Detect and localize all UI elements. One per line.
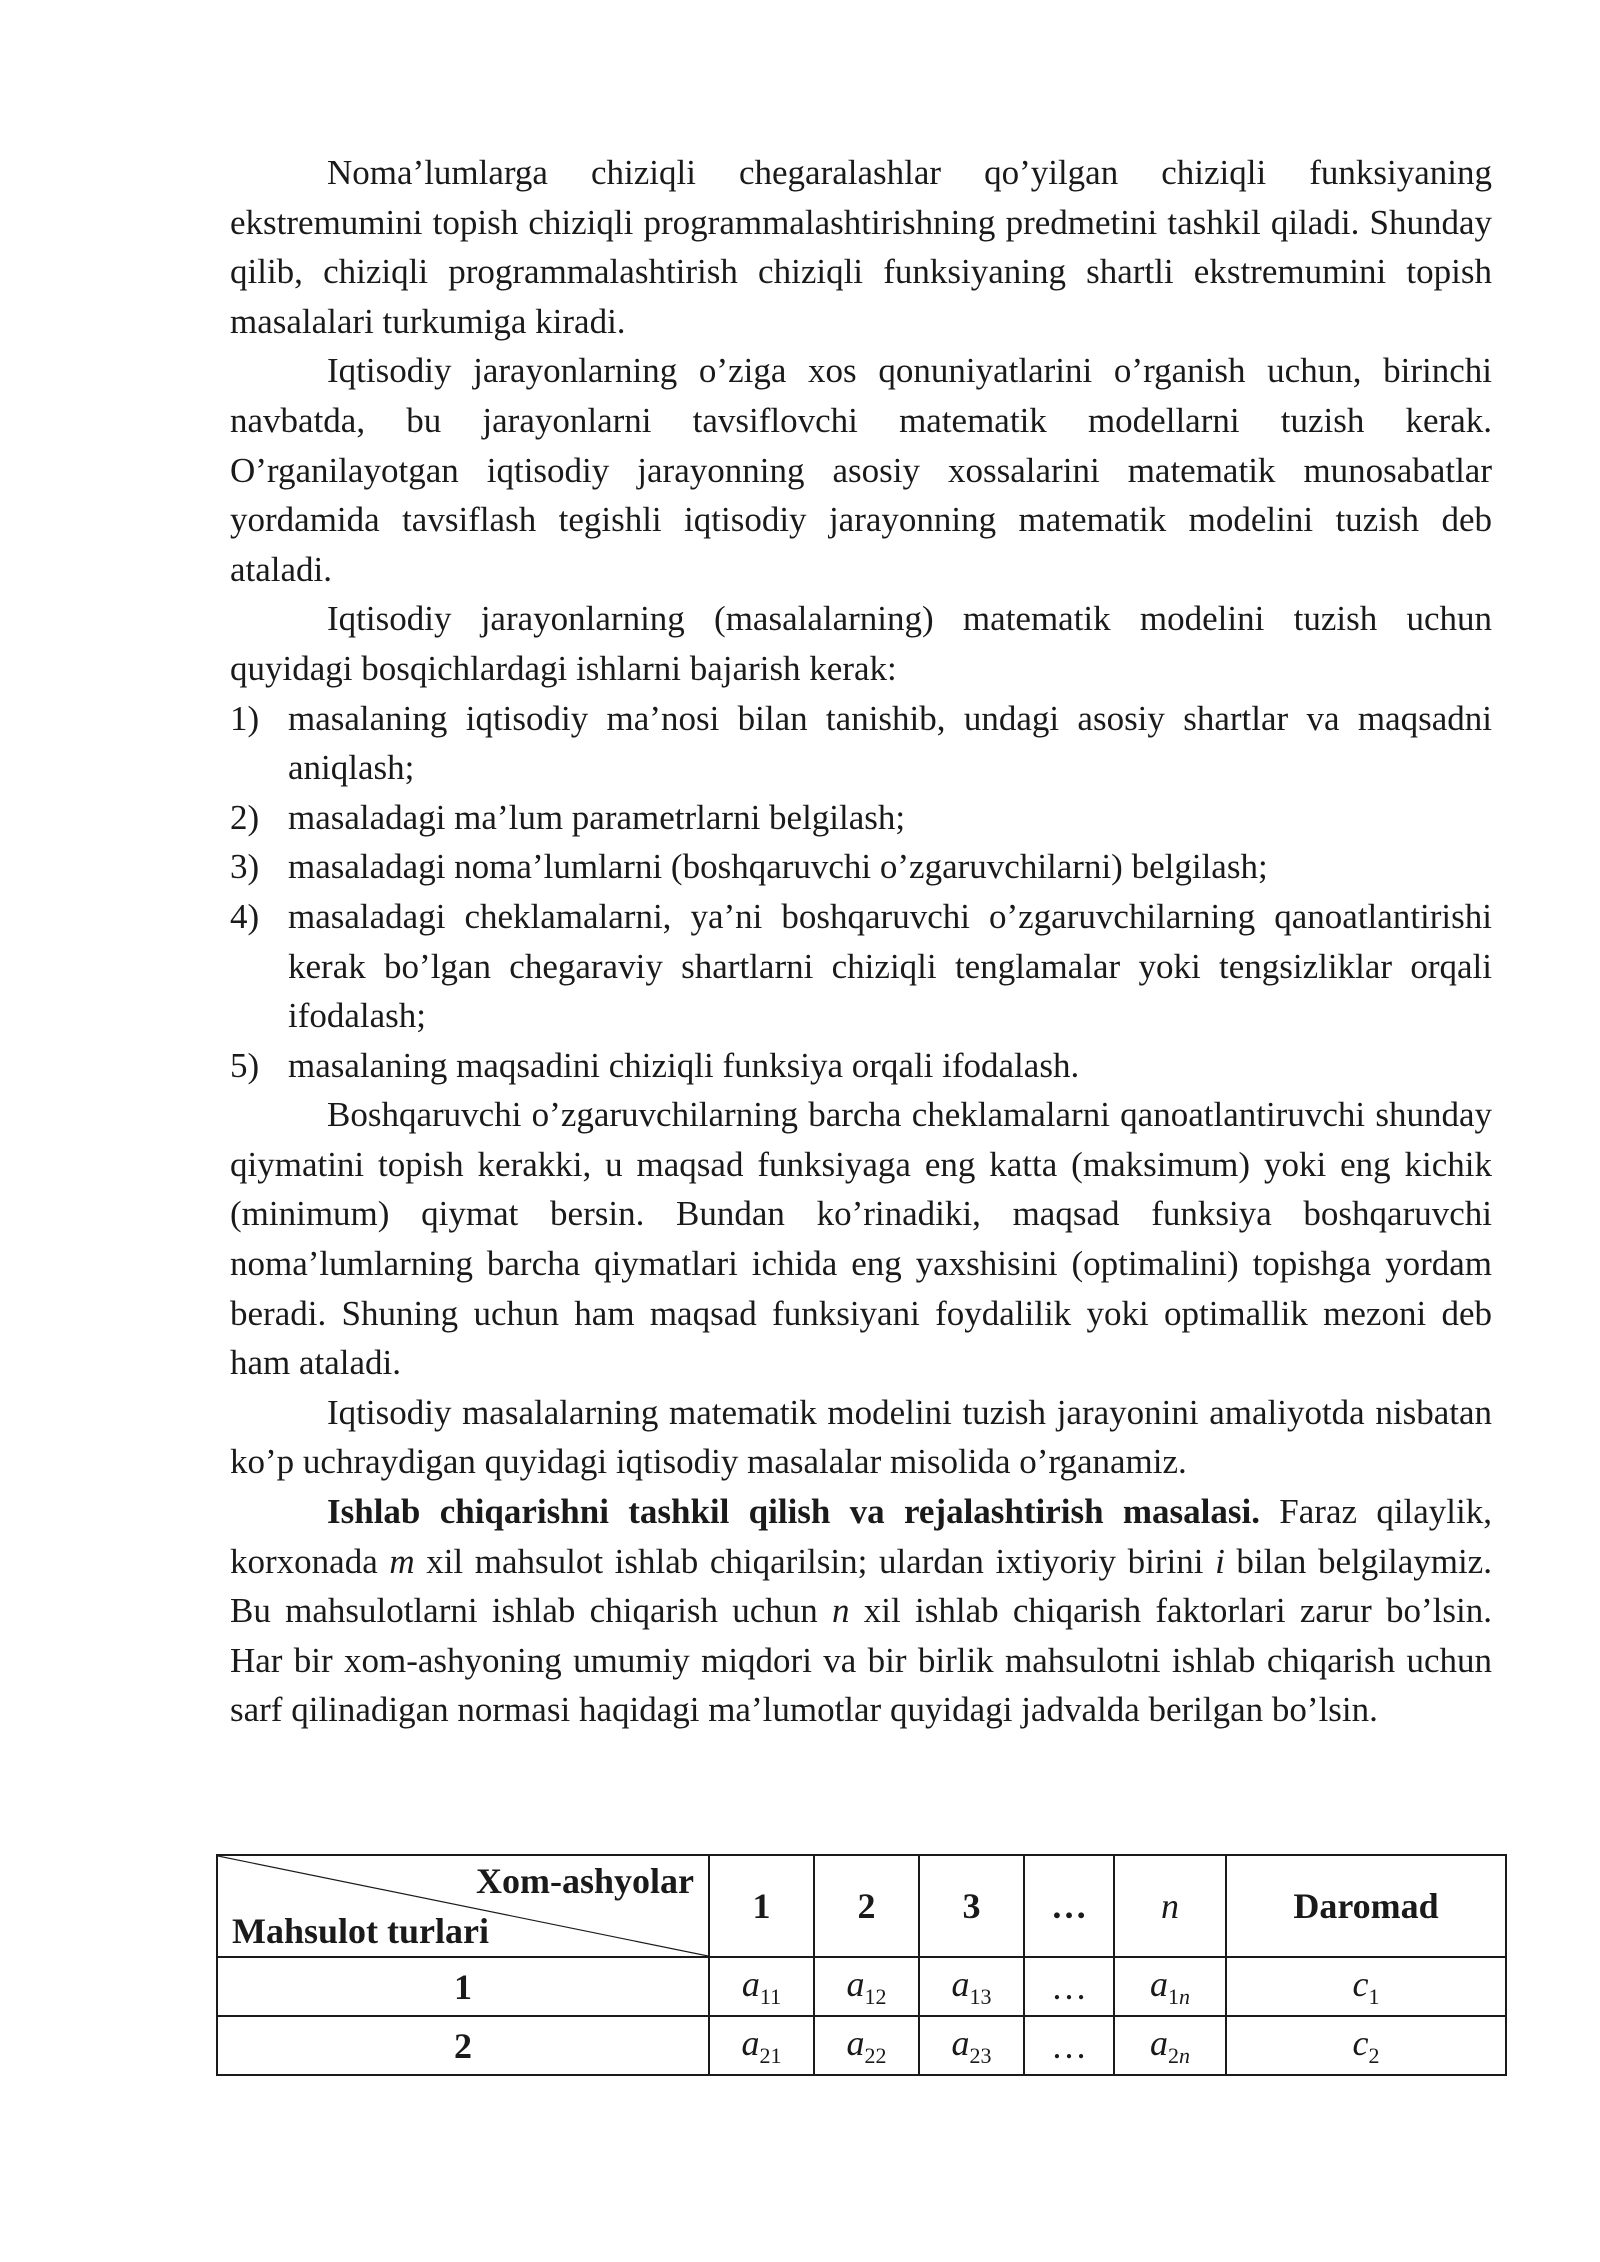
- list-item-number: 2): [230, 797, 260, 837]
- row-label: 2: [217, 2016, 709, 2075]
- math-variable-n: n: [832, 1591, 850, 1631]
- list-item-text: masaladagi ma’lum parametrlarni belgilash;: [288, 797, 906, 837]
- document-page: [230, 148, 1492, 1735]
- row-group-label: Mahsulot turlari: [232, 1911, 489, 1951]
- table-header-cell: …: [1024, 1855, 1114, 1957]
- table-cell: …: [1024, 1957, 1114, 2016]
- list-item-number: 1): [230, 698, 260, 738]
- paragraph-production-problem: [230, 1487, 1492, 1735]
- list-item: [230, 1041, 1492, 1091]
- text-segment: xil mahsulot ishlab chiqarilsin; ulardan ixtiyoriy birini: [414, 1541, 1216, 1581]
- table-cell: $c_2$: [1226, 2016, 1506, 2075]
- list-item-number: 4): [230, 896, 260, 936]
- table-cell: $c_1$: [1226, 1957, 1506, 2016]
- table-corner-cell: [217, 1855, 709, 1957]
- list-item: [230, 793, 1492, 843]
- table-cell: $a_{2n}$: [1114, 2016, 1226, 2075]
- table-header-cell: Daromad: [1226, 1855, 1506, 1957]
- list-item-number: 5): [230, 1045, 260, 1085]
- table-header-cell: 3: [919, 1855, 1024, 1957]
- table-row: [217, 1957, 1506, 2016]
- table-cell: $a_{22}$: [814, 2016, 919, 2075]
- steps-list: [230, 694, 1492, 1091]
- list-item: [230, 842, 1492, 892]
- list-item-number: 3): [230, 847, 260, 887]
- table-cell: $a_{11}$: [709, 1957, 814, 2016]
- table-row: [217, 2016, 1506, 2075]
- table-header-cell: 2: [814, 1855, 919, 1957]
- table-cell: $a_{21}$: [709, 2016, 814, 2075]
- list-item: [230, 892, 1492, 1041]
- table-cell: $a_{1n}$: [1114, 1957, 1226, 2016]
- list-item-text: masalaning iqtisodiy ma’nosi bilan tanishib, undagi asosiy shartlar va maqsadni aniqlash;: [288, 698, 1492, 788]
- table-header-row: [217, 1855, 1506, 1957]
- table-cell: $a_{12}$: [814, 1957, 919, 2016]
- paragraph-model-steps-intro: Iqtisodiy jarayonlarning (masalalarning) matematik modelini tuzish uchun quyidagi bosqichlardagi ishlarni bajarish kerak:: [230, 599, 1492, 688]
- table-header-cell: 1: [709, 1855, 814, 1957]
- paragraph-examples-intro: Iqtisodiy masalalarning matematik modelini tuzish jarayonini amaliyotda nisbatan ko’p uchraydigan quyidagi iqtisodiy masalalar misolida o’rganamiz.: [230, 1392, 1492, 1482]
- paragraph-economic-processes: Iqtisodiy jarayonlarning o’ziga xos qonuniyatlarini o’rganish uchun, birinchi navbatda, bu jarayonlarni tavsiflovchi matematik modellarni tuzish kerak. O’rganilayotgan iqtisodiy jarayonning asosiy xossalarini matematik munosabatlar yordamida tavsiflash tegishli iqtisodiy jarayonning matematik modelini tuzish deb ataladi.: [230, 351, 1492, 589]
- list-item-text: masaladagi cheklamalarni, ya’ni boshqaruvchi o’zgaruvchilarning qanoatlantirishi kerak bo’lgan chegaraviy shartlarni chiziqli tenglamalar yoki tengsizliklar orqali ifodalash;: [288, 896, 1492, 1036]
- resource-table: [216, 1854, 1507, 2076]
- row-label: 1: [217, 1957, 709, 2016]
- text-segment: Faraz qilaylik, korxonada: [230, 1492, 1492, 1581]
- text-segment: xil ishlab chiqarish faktorlari zarur bo’lsin. Har bir xom-ashyoning umumiy miqdori va bir birlik mahsulotni ishlab chiqarish uchun sarf qilinadigan normasi haqidagi ma’lumotlar quyidagi jadvalda berilgan bo’lsin.: [230, 1591, 1492, 1730]
- paragraph-objective-function: Boshqaruvchi o’zgaruvchilarning barcha cheklamalarni qanoatlantiruvchi shunday qiymatini topish kerakki, u maqsad funksiyaga eng katta (maksimum) yoki eng kichik (minimum) qiymat bersin. Bundan ko’rinadiki, maqsad funksiya boshqaruvchi noma’lumlarning barcha qiymatlari ichida eng yaxshisini (optimalini) topishga yordam beradi. Shuning uchun ham maqsad funksiyani foydalilik yoki optimallik mezoni deb ham ataladi.: [230, 1095, 1492, 1383]
- paragraph-intro: Noma’lumlarga chiziqli chegaralashlar qo’yilgan chiziqli funksiyaning ekstremumini topish chiziqli programmalashtirishning predmetini tashkil qiladi. Shunday qilib, chiziqli programmalashtirish chiziqli funksiyaning shartli ekstremumini topish masalalari turkumiga kiradi.: [230, 153, 1492, 341]
- list-item: [230, 694, 1492, 793]
- column-group-label: Xom-ashyolar: [476, 1861, 694, 1901]
- table-cell: …: [1024, 2016, 1114, 2075]
- table-header-cell: n: [1114, 1855, 1226, 1957]
- text-segment: bilan belgilaymiz. Bu mahsulotlarni ishlab chiqarish uchun: [230, 1541, 1492, 1631]
- list-item-text: masalaning maqsadini chiziqli funksiya orqali ifodalash.: [288, 1045, 1080, 1085]
- table-cell: $a_{13}$: [919, 1957, 1024, 2016]
- math-variable-i: i: [1215, 1541, 1225, 1581]
- section-heading: Ishlab chiqarishni tashkil qilish va rejalashtirish masalasi.: [327, 1492, 1260, 1532]
- math-variable-m: m: [389, 1541, 415, 1581]
- list-item-text: masaladagi noma’lumlarni (boshqaruvchi o’zgaruvchilarni) belgilash;: [288, 847, 1268, 887]
- table-cell: $a_{23}$: [919, 2016, 1024, 2075]
